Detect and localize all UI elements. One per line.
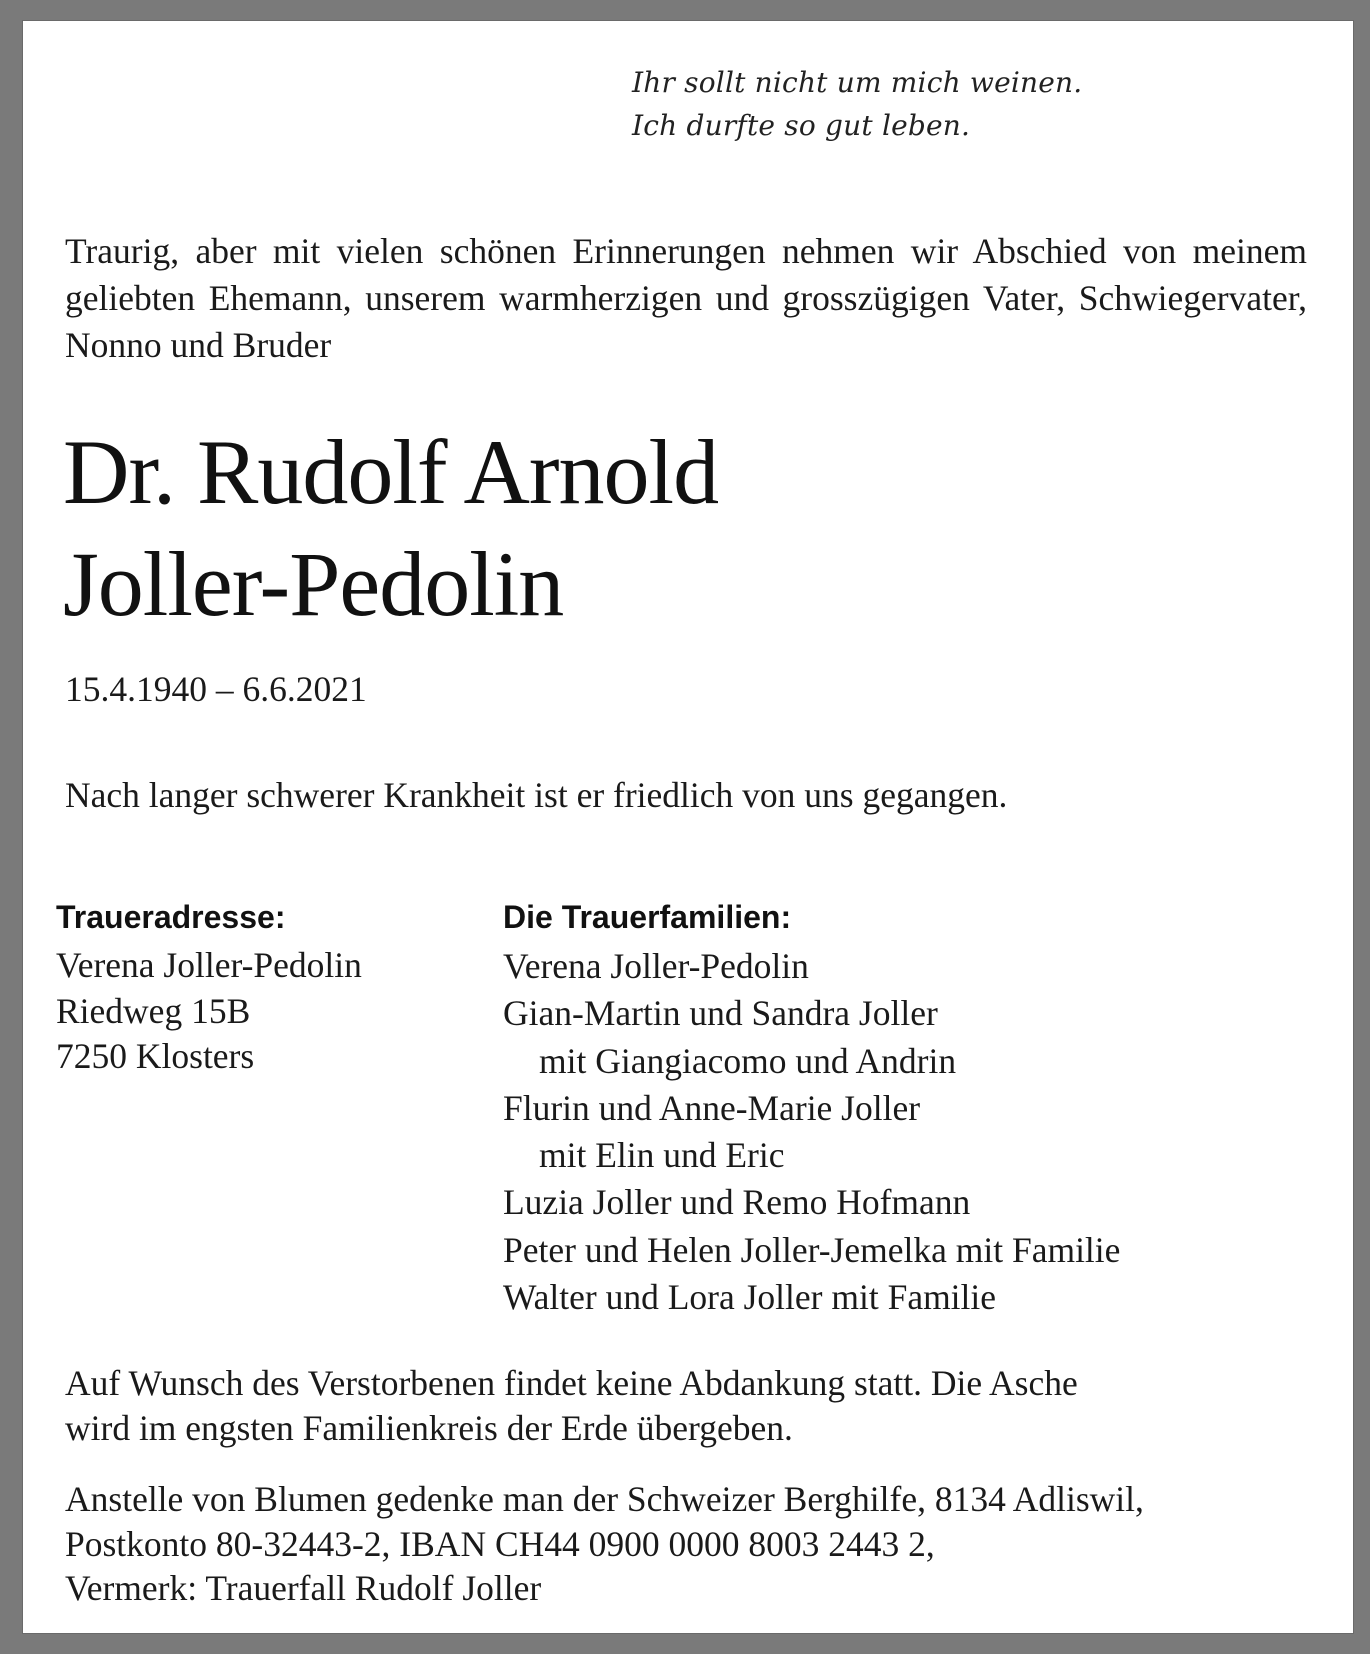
deceased-name: [63, 416, 718, 640]
family-line: mit Giangiacomo und Andrin: [539, 1040, 957, 1081]
family-line: Walter und Lora Joller mit Familie: [503, 1277, 997, 1318]
motto-quote: [632, 61, 1082, 147]
mourning-families-block: [503, 891, 1120, 1321]
closing-line-2: wird im engsten Familienkreis der Erde übergeben.: [65, 1407, 793, 1448]
motto-line-1: Ihr sollt nicht um mich weinen.: [632, 66, 1083, 99]
life-dates: 15.4.1940 – 6.6.2021: [65, 669, 367, 709]
closing-paragraph: [65, 1361, 1315, 1450]
deceased-name-line-2: Joller-Pedolin: [63, 533, 564, 635]
obituary-notice: [22, 20, 1354, 1634]
donation-line-2: Postkonto 80-32443-2, IBAN CH44 0900 0000 8003 2443 2,: [65, 1523, 935, 1564]
closing-line-1: Auf Wunsch des Verstorbenen findet keine Abdankung statt. Die Asche: [65, 1363, 1078, 1403]
family-line: Peter und Helen Joller-Jemelka mit Familie: [503, 1229, 1121, 1270]
family-line: Flurin und Anne-Marie Joller: [503, 1087, 921, 1128]
family-line: mit Elin und Eric: [539, 1135, 785, 1176]
mourning-families-heading: Die Trauerfamilien:: [503, 899, 792, 935]
passing-note: Nach langer schwerer Krankheit ist er friedlich von uns gegangen.: [65, 775, 1008, 815]
donation-line-3: Vermerk: Trauerfall Rudolf Joller: [65, 1568, 542, 1608]
deceased-name-line-1: Dr. Rudolf Arnold: [63, 421, 719, 523]
motto-line-2: Ich durfte so gut leben.: [632, 109, 971, 142]
mourning-address-heading: Traueradresse:: [56, 899, 286, 935]
mourning-address-block: [56, 891, 362, 1080]
donation-line-1: Anstelle von Blumen gedenke man der Schweizer Berghilfe, 8134 Adliswil,: [65, 1479, 1144, 1519]
family-line: Verena Joller-Pedolin: [503, 946, 809, 986]
address-line: Riedweg 15B: [56, 990, 251, 1031]
family-line: Gian-Martin und Sandra Joller: [503, 993, 938, 1034]
family-line: Luzia Joller und Remo Hofmann: [503, 1182, 971, 1223]
address-line: 7250 Klosters: [56, 1036, 255, 1076]
donation-paragraph: [65, 1477, 1315, 1611]
intro-paragraph: Traurig, aber mit vielen schönen Erinnerungen nehmen wir Abschied von meinem geliebten Ehemann, unserem warmherzigen und grosszügigen Vater, Schwiegervater, Nonno und Bruder: [65, 231, 1307, 365]
address-line: Verena Joller-Pedolin: [56, 945, 362, 985]
